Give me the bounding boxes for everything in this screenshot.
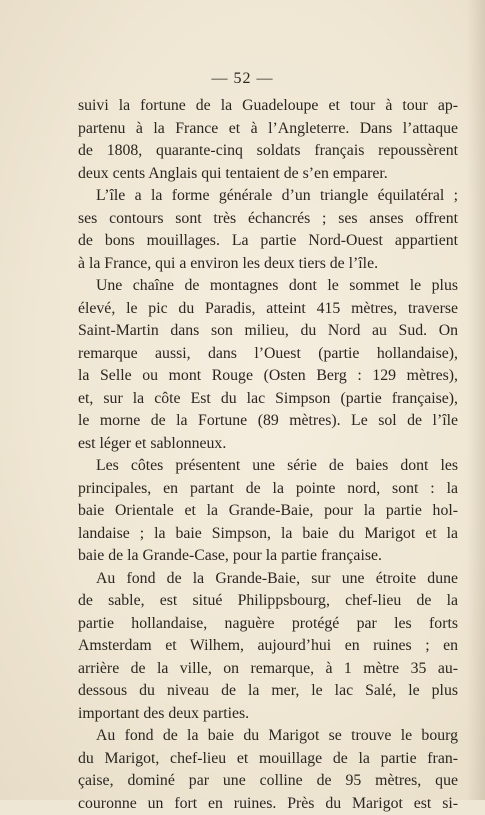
text-line: principales, en partant de la pointe nord, sont : la: [78, 478, 458, 501]
text-line: à la France, qui a environ les deux tiers de l’île.: [78, 253, 458, 276]
text-line: élevé, le pic du Paradis, atteint 415 mètres, traverse: [78, 298, 458, 321]
text-line: suivi la fortune de la Guadeloupe et tour à tour ap-: [78, 95, 458, 118]
text-line: baie Orientale et la Grande-Baie, pour la partie hol-: [78, 500, 458, 523]
text-line: est léger et sablonneux.: [78, 433, 458, 456]
text-line: de bons mouillages. La partie Nord-Ouest appartient: [78, 230, 458, 253]
text-line: Les côtes présentent une série de baies dont les: [78, 455, 458, 478]
text-line: deux cents Anglais qui tentaient de s’en emparer.: [78, 163, 458, 186]
text-line: Au fond de la Grande-Baie, sur une étroite dune: [78, 568, 458, 591]
text-line: landaise ; la baie Simpson, la baie du Marigot et la: [78, 523, 458, 546]
paragraph-3: [78, 275, 458, 455]
paragraph-1: [78, 95, 458, 185]
text-line: arrière de la ville, on remarque, à 1 mètre 35 au-: [78, 658, 458, 681]
text-line: partie hollandaise, naguère protégé par les forts: [78, 613, 458, 636]
text-line: L’île a la forme générale d’un triangle équilatéral ;: [78, 185, 458, 208]
paragraph-4: [78, 455, 458, 568]
text-line: partenu à la France et à l’Angleterre. Dans l’attaque: [78, 118, 458, 141]
paragraph-5: [78, 568, 458, 726]
text-line: le morne de la Fortune (89 mètres). Le sol de l’île: [78, 410, 458, 433]
text-line: Saint-Martin dans son milieu, du Nord au Sud. On: [78, 320, 458, 343]
text-body: [78, 95, 458, 815]
text-line: de 1808, quarante-cinq soldats français repoussèrent: [78, 140, 458, 163]
text-line: dessous du niveau de la mer, le lac Salé, le plus: [78, 680, 458, 703]
text-line: Au fond de la baie du Marigot se trouve le bourg: [78, 725, 458, 748]
text-line: important des deux parties.: [78, 703, 458, 726]
text-line: ses contours sont très échancrés ; ses anses offrent: [78, 208, 458, 231]
text-line: de sable, est situé Philippsbourg, chef-lieu de la: [78, 590, 458, 613]
paragraph-2: [78, 185, 458, 275]
page-number: — 52 —: [0, 70, 485, 88]
text-line: baie de la Grande-Case, pour la partie française.: [78, 545, 458, 568]
page-edge-shadow: [467, 0, 485, 800]
text-line: du Marigot, chef-lieu et mouillage de la partie fran-: [78, 748, 458, 771]
text-line: Amsterdam et Wilhem, aujourd’hui en ruines ; en: [78, 635, 458, 658]
text-line: couronne un fort en ruines. Près du Marigot est si-: [78, 793, 458, 815]
text-line: remarque aussi, dans l’Ouest (partie hollandaise),: [78, 343, 458, 366]
text-line: Une chaîne de montagnes dont le sommet le plus: [78, 275, 458, 298]
text-line: çaise, dominé par une colline de 95 mètres, que: [78, 770, 458, 793]
text-line: la Selle ou mont Rouge (Osten Berg : 129 mètres),: [78, 365, 458, 388]
paragraph-6: [78, 725, 458, 815]
text-line: et, sur la côte Est du lac Simpson (partie française),: [78, 388, 458, 411]
